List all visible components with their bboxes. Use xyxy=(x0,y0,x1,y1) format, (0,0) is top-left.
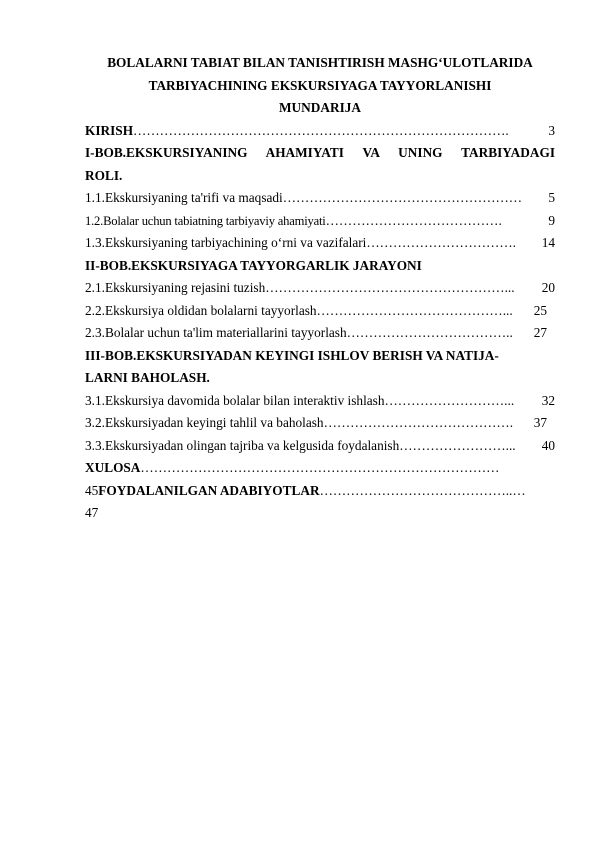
toc-entry-conclusion xyxy=(85,457,535,480)
toc-entry-bibliography xyxy=(85,480,547,503)
toc-entry-label: 3.2.Ekskursiyadan keyingi tahlil va baholash xyxy=(85,415,324,430)
toc-entry-label: FOYDALANILGAN ADABIYOTLAR xyxy=(98,482,320,498)
toc-leader-dots: ……………………………………………… xyxy=(282,190,523,205)
toc-entry-2-2 xyxy=(85,300,547,323)
toc-entry-1-1 xyxy=(85,187,555,210)
toc-page-number: 45 xyxy=(85,482,99,498)
toc-entry-label: 2.1.Ekskursiyaning rejasini tuzish xyxy=(85,280,266,295)
toc-page-number: 37 xyxy=(533,415,547,430)
toc-entry-label: 1.1.Ekskursiyaning ta'rifi va maqsadi xyxy=(85,190,283,205)
toc-entry-label: 2.2.Ekskursiya oldidan bolalarni tayyorlash xyxy=(85,302,317,318)
toc-leader-dots: …………………………………. xyxy=(325,212,502,228)
toc-entry-label: 3.1.Ekskursiya davomida bolalar bilan interaktiv ishlash xyxy=(85,392,385,408)
toc-entry-label: 3.3.Ekskursiyadan olingan tajriba va kelgusida foydalanish xyxy=(85,437,400,453)
toc-entry-intro xyxy=(85,120,555,143)
toc-page-number: 20 xyxy=(541,280,555,295)
toc-leader-dots: ………………………………………………... xyxy=(265,280,515,295)
toc-leader-dots: ……………………... xyxy=(399,437,516,453)
toc-entry-1-2 xyxy=(85,210,555,233)
contents-heading: MUNDARIJA xyxy=(279,100,361,115)
toc-leader-dots: ……………………………. xyxy=(366,235,516,250)
toc-page-number: 27 xyxy=(533,325,547,340)
toc-chapter-3-title-line-2: LARNI BAHOLASH. xyxy=(85,370,210,385)
toc-entry-label: 2.3.Bolalar uchun ta'lim materiallarini tayyorlash xyxy=(85,325,347,340)
toc-chapter-1-title: I-BOB.EKSKURSIYANING AHAMIYATI VA UNING TARBIYADAGI ROLI. xyxy=(85,145,555,183)
toc-page-number: 40 xyxy=(541,437,555,453)
toc-page-number: 14 xyxy=(541,235,555,250)
toc-entry-2-1 xyxy=(85,277,555,300)
toc-chapter-2-title: II-BOB.EKSKURSIYAGA TAYYORGARLIK JARAYONI xyxy=(85,257,422,273)
toc-chapter-3-title-line-1: III-BOB.EKSKURSIYADAN KEYINGI ISHLOV BERISH VA NATIJA- xyxy=(85,347,499,363)
toc-page-number: 47 xyxy=(85,505,99,520)
toc-page-number: 9 xyxy=(548,212,555,228)
toc-page-number: 25 xyxy=(533,302,547,318)
toc-page-number: 3 xyxy=(548,122,555,138)
toc-leader-dots: ……………………………………………………………………… xyxy=(140,460,500,475)
toc-leader-dots: ……………………………….. xyxy=(346,325,513,340)
toc-leader-dots: …………………………………………………………………………. xyxy=(133,122,509,138)
toc-leader-dots: ……………………………………... xyxy=(316,302,513,318)
toc-entry-label: 1.2.Bolalar uchun tabiatning tarbiyaviy ahamiyati xyxy=(85,213,326,228)
document-page xyxy=(85,52,555,525)
toc-entry-label: 1.3.Ekskursiyaning tarbiyachining o‘rni va vazifalari xyxy=(85,235,367,250)
document-title-line-1: BOLALARNI TABIAT BILAN TANISHTIRISH MASHG‘ULOTLARIDA xyxy=(107,55,533,70)
toc-leader-dots: ……………………………………..… xyxy=(319,482,526,498)
toc-entry-3-2 xyxy=(85,412,547,435)
toc-entry-3-1 xyxy=(85,390,555,413)
toc-page-number: 5 xyxy=(548,190,555,205)
toc-page-number: 32 xyxy=(541,392,555,408)
document-title-line-2: TARBIYACHINING EKSKURSIYAGA TAYYORLANISHI xyxy=(148,77,492,93)
toc-entry-label: KIRISH xyxy=(85,122,134,138)
toc-entry-2-3 xyxy=(85,322,547,345)
toc-leader-dots: ………………………... xyxy=(384,392,515,408)
toc-entry-1-3 xyxy=(85,232,555,255)
toc-entry-label: XULOSA xyxy=(85,460,141,475)
toc-leader-dots: ……………………………………. xyxy=(323,415,514,430)
toc-entry-3-3 xyxy=(85,435,555,458)
